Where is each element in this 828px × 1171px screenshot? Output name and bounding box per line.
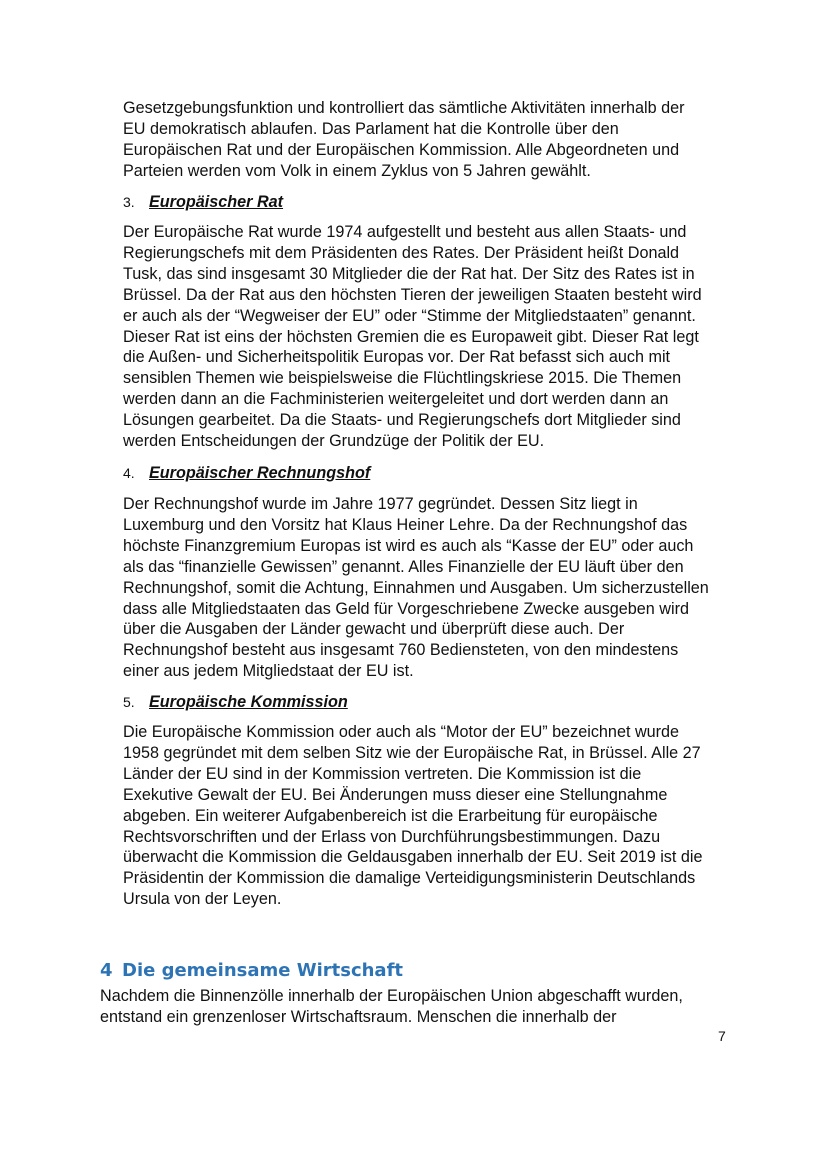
text-line: Europäischen Rat und der Europäischen Kommission. Alle Abgeordneten und	[123, 140, 680, 159]
text-line: werden Entscheidungen der Grundzüge der Politik der EU.	[123, 432, 545, 451]
text-line: die Außen- und Sicherheitspolitik Europas vor. Der Rat befasst sich auch mit	[123, 348, 671, 367]
text-line: Ursula von der Leyen.	[123, 890, 282, 909]
text-line: 1958 gegründet mit dem selben Sitz wie der Europäische Rat, in Brüssel. Alle 27	[123, 743, 701, 762]
list-item-heading	[123, 691, 348, 713]
item-paragraph	[123, 222, 743, 452]
text-line: Nachdem die Binnenzölle innerhalb der Europäischen Union abgeschafft wurden,	[100, 987, 683, 1005]
text-line: Brüssel. Da der Rat aus den höchsten Tieren der jeweiligen Staaten besteht wird	[123, 285, 702, 304]
text-line: entstand ein grenzenloser Wirtschaftsraum. Menschen die innerhalb der	[100, 1007, 617, 1026]
text-line: EU demokratisch ablaufen. Das Parlament hat die Kontrolle über den	[123, 119, 619, 138]
text-line: einer aus jedem Mitgliedstaat der EU ist.	[123, 662, 414, 681]
item-paragraph	[123, 494, 743, 682]
section-heading	[100, 960, 403, 981]
text-line: Länder der EU sind in der Kommission vertreten. Die Kommission ist die	[123, 764, 642, 783]
text-line: Parteien werden vom Volk in einem Zyklus von 5 Jahren gewählt.	[123, 161, 591, 180]
item-title: Europäischer Rat	[149, 193, 284, 211]
item-title: Europäische Kommission	[149, 693, 348, 711]
text-line: Dieser Rat ist eins der höchsten Gremien die es Europaweit gibt. Dieser Rat legt	[123, 327, 699, 346]
text-line: Die Europäische Kommission oder auch als “Motor der EU” bezeichnet wurde	[123, 723, 680, 741]
text-line: Gesetzgebungsfunktion und kontrolliert das sämtliche Aktivitäten innerhalb der	[123, 99, 685, 117]
text-line: Exekutive Gewalt der EU. Bei Änderungen muss dieser eine Stellungnahme	[123, 785, 668, 804]
text-line: Rechnungshof besteht aus insgesamt 760 Bediensteten, von den mindestens	[123, 641, 679, 660]
text-line: sensiblen Themen wie beispielsweise die Flüchtlingskriese 2015. Die Themen	[123, 369, 682, 388]
text-line: überwacht die Kommission die Geldausgaben innerhalb der EU. Seit 2019 ist die	[123, 848, 703, 867]
text-line: Rechtsvorschriften und der Erlass von Durchführungsbestimmungen. Dazu	[123, 827, 661, 846]
text-line: Regierungschefs mit dem Präsidenten des Rates. Der Präsident heißt Donald	[123, 243, 680, 262]
section-number: 4	[100, 960, 113, 981]
item-paragraph	[123, 722, 743, 910]
text-line: Tusk, das sind insgesamt 30 Mitglieder die der Rat hat. Der Sitz des Rates ist in	[123, 264, 695, 283]
intro-paragraph	[123, 98, 743, 182]
text-line: Der Rechnungshof wurde im Jahre 1977 gegründet. Dessen Sitz liegt in	[123, 495, 638, 513]
section-title: Die gemeinsame Wirtschaft	[122, 960, 404, 981]
list-number: 4.	[123, 465, 135, 481]
list-item-heading	[123, 191, 283, 213]
list-item-heading	[123, 462, 370, 484]
text-line: Der Europäische Rat wurde 1974 aufgestellt und besteht aus allen Staats- und	[123, 223, 687, 241]
text-line: höchste Finanzgremium Europas ist wird es auch als “Kasse der EU” oder auch	[123, 536, 694, 555]
text-line: Rechnungshof, somit die Achtung, Einnahmen und Ausgaben. Um sicherzustellen	[123, 578, 709, 597]
text-line: er auch als der “Wegweiser der EU” oder “Stimme der Mitgliedstaaten” genannt.	[123, 306, 696, 325]
text-line: dass alle Mitgliedstaaten das Geld für Vorgeschriebene Zwecke ausgeben wird	[123, 599, 689, 618]
list-number: 5.	[123, 694, 135, 710]
text-line: über die Ausgaben der Länder gewacht und überprüft diese auch. Der	[123, 620, 625, 639]
item-title: Europäischer Rechnungshof	[149, 464, 371, 482]
text-line: Präsidentin der Kommission die damalige Verteidigungsministerin Deutschlands	[123, 869, 696, 888]
list-number: 3.	[123, 194, 135, 210]
text-line: werden dann an die Fachministerien weitergeleitet und dort werden dann an	[123, 390, 669, 409]
text-line: Lösungen gearbeitet. Da die Staats- und Regierungschefs dort Mitglieder sind	[123, 411, 681, 430]
text-line: als das “finanzielle Gewissen” genannt. Alles Finanzielle der EU läuft über den	[123, 557, 684, 576]
page-number: 7	[718, 1028, 726, 1044]
text-line: Luxemburg und den Vorsitz hat Klaus Heiner Lehre. Da der Rechnungshof das	[123, 515, 688, 534]
section-paragraph	[100, 986, 740, 1028]
text-line: abgeben. Ein weiterer Aufgabenbereich ist die Erarbeitung für europäische	[123, 806, 658, 825]
